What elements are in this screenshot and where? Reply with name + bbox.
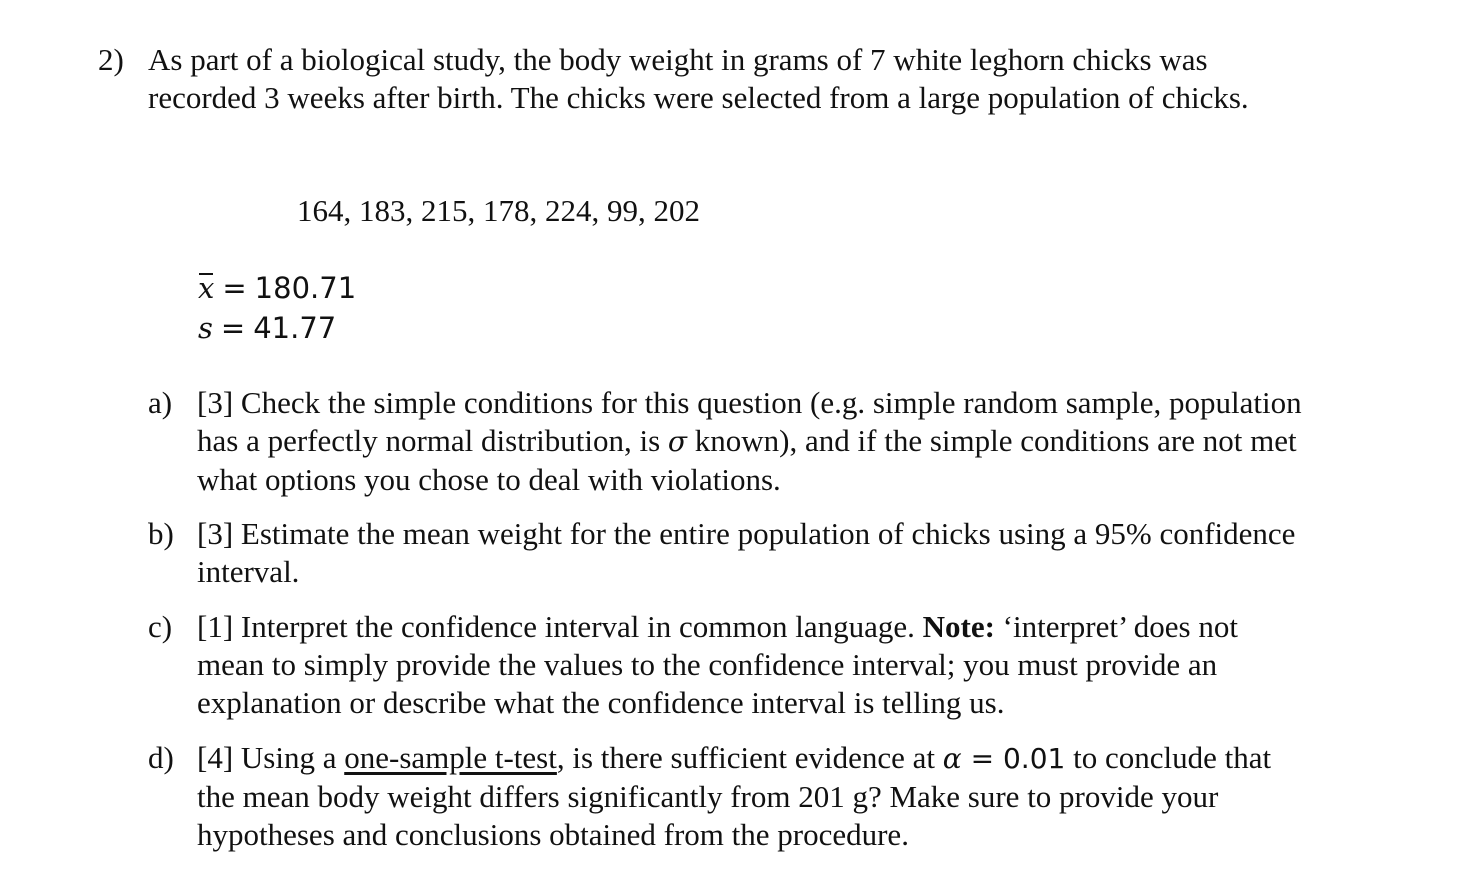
sample-mean-symbol: x xyxy=(198,268,214,308)
summary-statistics xyxy=(198,268,356,348)
part-c-line: mean to simply provide the values to the confidence interval; you must provide an xyxy=(197,647,1218,682)
part-a-text xyxy=(197,384,1437,499)
part-c-line xyxy=(197,608,1437,646)
part-a-label: a) xyxy=(148,385,173,420)
question-prompt-line: recorded 3 weeks after birth. The chicks were selected from a large population of chicks. xyxy=(148,80,1249,115)
part-a-line: what options you chose to deal with violations. xyxy=(197,462,781,497)
part-d-line xyxy=(197,739,1437,778)
sigma-symbol: σ xyxy=(667,425,688,458)
alpha-value: = 0.01 xyxy=(961,742,1066,775)
part-d-line: the mean body weight differs significantly from 201 g? Make sure to provide your xyxy=(197,779,1219,814)
part-d-text-segment: , is there sufficient evidence at xyxy=(556,740,943,775)
part-a-text-segment: has a perfectly normal distribution, is xyxy=(197,423,668,458)
part-c-text xyxy=(197,608,1437,722)
one-sample-t-test-term: one-sample t-test xyxy=(344,740,557,775)
part-d-label: d) xyxy=(148,740,174,775)
part-d-line: hypotheses and conclusions obtained from the procedure. xyxy=(197,817,909,852)
part-b-text xyxy=(197,515,1437,591)
part-c-text-segment: ‘interpret’ does not xyxy=(994,609,1238,644)
sample-mean-value: 180.71 xyxy=(254,271,357,305)
part-a-line xyxy=(197,422,1437,461)
part-a-text-segment: known), and if the simple conditions are not met xyxy=(687,423,1297,458)
part-b-label: b) xyxy=(148,516,174,551)
question-prompt-line: As part of a biological study, the body weight in grams of 7 white leghorn chicks was xyxy=(148,42,1208,77)
part-d-text-segment: [4] Using a xyxy=(197,740,345,775)
part-c-text-segment: [1] Interpret the confidence interval in common language. xyxy=(197,609,923,644)
equals-sign: = xyxy=(222,271,247,305)
part-d-text xyxy=(197,739,1437,854)
equals-sign: = xyxy=(220,311,246,345)
part-b-line: [3] Estimate the mean weight for the entire population of chicks using a 95% confidence xyxy=(197,516,1296,551)
part-c-label: c) xyxy=(148,609,173,644)
question-prompt xyxy=(148,41,1408,117)
part-d-text-segment: to conclude that xyxy=(1065,740,1272,775)
sample-mean-row xyxy=(198,268,356,308)
sample-sd-row xyxy=(198,308,356,348)
note-label: Note: xyxy=(922,609,995,644)
sample-sd-value: 41.77 xyxy=(253,311,337,345)
sample-data-values: 164, 183, 215, 178, 224, 99, 202 xyxy=(297,193,700,228)
part-c-line: explanation or describe what the confidence interval is telling us. xyxy=(197,685,1005,720)
alpha-symbol: α xyxy=(942,742,962,775)
sample-sd-symbol: s xyxy=(198,311,213,345)
part-b-line: interval. xyxy=(197,554,300,589)
question-number: 2) xyxy=(98,42,124,77)
part-a-line: [3] Check the simple conditions for this question (e.g. simple random sample, population xyxy=(197,385,1302,420)
